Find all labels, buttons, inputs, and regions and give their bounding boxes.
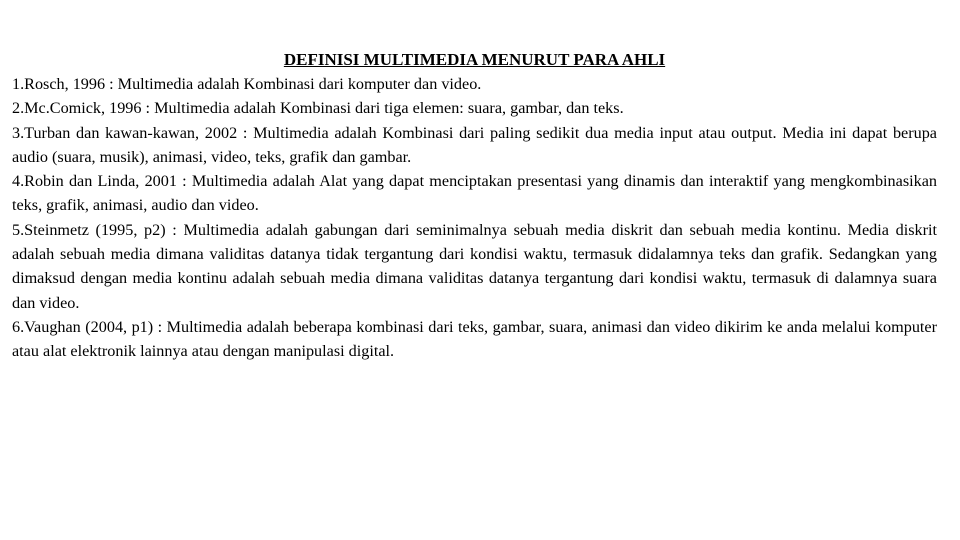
item-number: 3. xyxy=(12,123,25,142)
definition-item xyxy=(12,72,937,96)
item-text: Mc.Comick, 1996 : Multimedia adalah Kombinasi dari tiga elemen: suara, gambar, dan teks. xyxy=(24,99,624,118)
item-text: Turban dan kawan-kawan, 2002 : Multimedia adalah Kombinasi dari paling sedikit dua media input atau output. Media ini dapat berupa audio (suara, musik), animasi, video, teks, grafik dan gambar. xyxy=(12,123,937,166)
slide-content xyxy=(12,48,937,364)
item-text: Steinmetz (1995, p2) : Multimedia adalah gabungan dari seminimalnya sebuah media diskrit dan sebuah media kontinu. Media diskrit adalah sebuah media dimana validitas datanya tidak tergantung dari kondisi waktu, termasuk didalamnya teks dan grafik. Sedangkan yang dimaksud dengan media kontinu adalah sebuah media dimana validitas datanya tergantung dari kondisi waktu, termasuk di dalamnya suara dan video. xyxy=(12,220,937,312)
item-number: 1. xyxy=(12,75,25,93)
item-number: 2. xyxy=(12,99,25,118)
item-text: Robin dan Linda, 2001 : Multimedia adalah Alat yang dapat menciptakan presentasi yang dinamis dan interaktif yang mengkombinasikan teks, grafik, animasi, audio dan video. xyxy=(12,172,937,215)
slide-title: DEFINISI MULTIMEDIA MENURUT PARA AHLI xyxy=(283,50,666,69)
definition-item xyxy=(12,218,937,315)
item-number: 4. xyxy=(12,172,25,191)
item-number: 6. xyxy=(12,317,25,336)
definition-item xyxy=(12,96,937,120)
item-text: Rosch, 1996 : Multimedia adalah Kombinasi dari komputer dan video. xyxy=(24,75,482,93)
definition-item xyxy=(12,169,937,218)
item-text: Vaughan (2004, p1) : Multimedia adalah beberapa kombinasi dari teks, gambar, suara, animasi dan video dikirim ke anda melalui komputer atau alat elektronik lainnya atau dengan manipulasi digital. xyxy=(12,317,937,361)
item-number: 5. xyxy=(12,220,25,239)
definition-item xyxy=(12,315,937,364)
definition-list xyxy=(12,72,937,364)
definition-item xyxy=(12,121,937,170)
